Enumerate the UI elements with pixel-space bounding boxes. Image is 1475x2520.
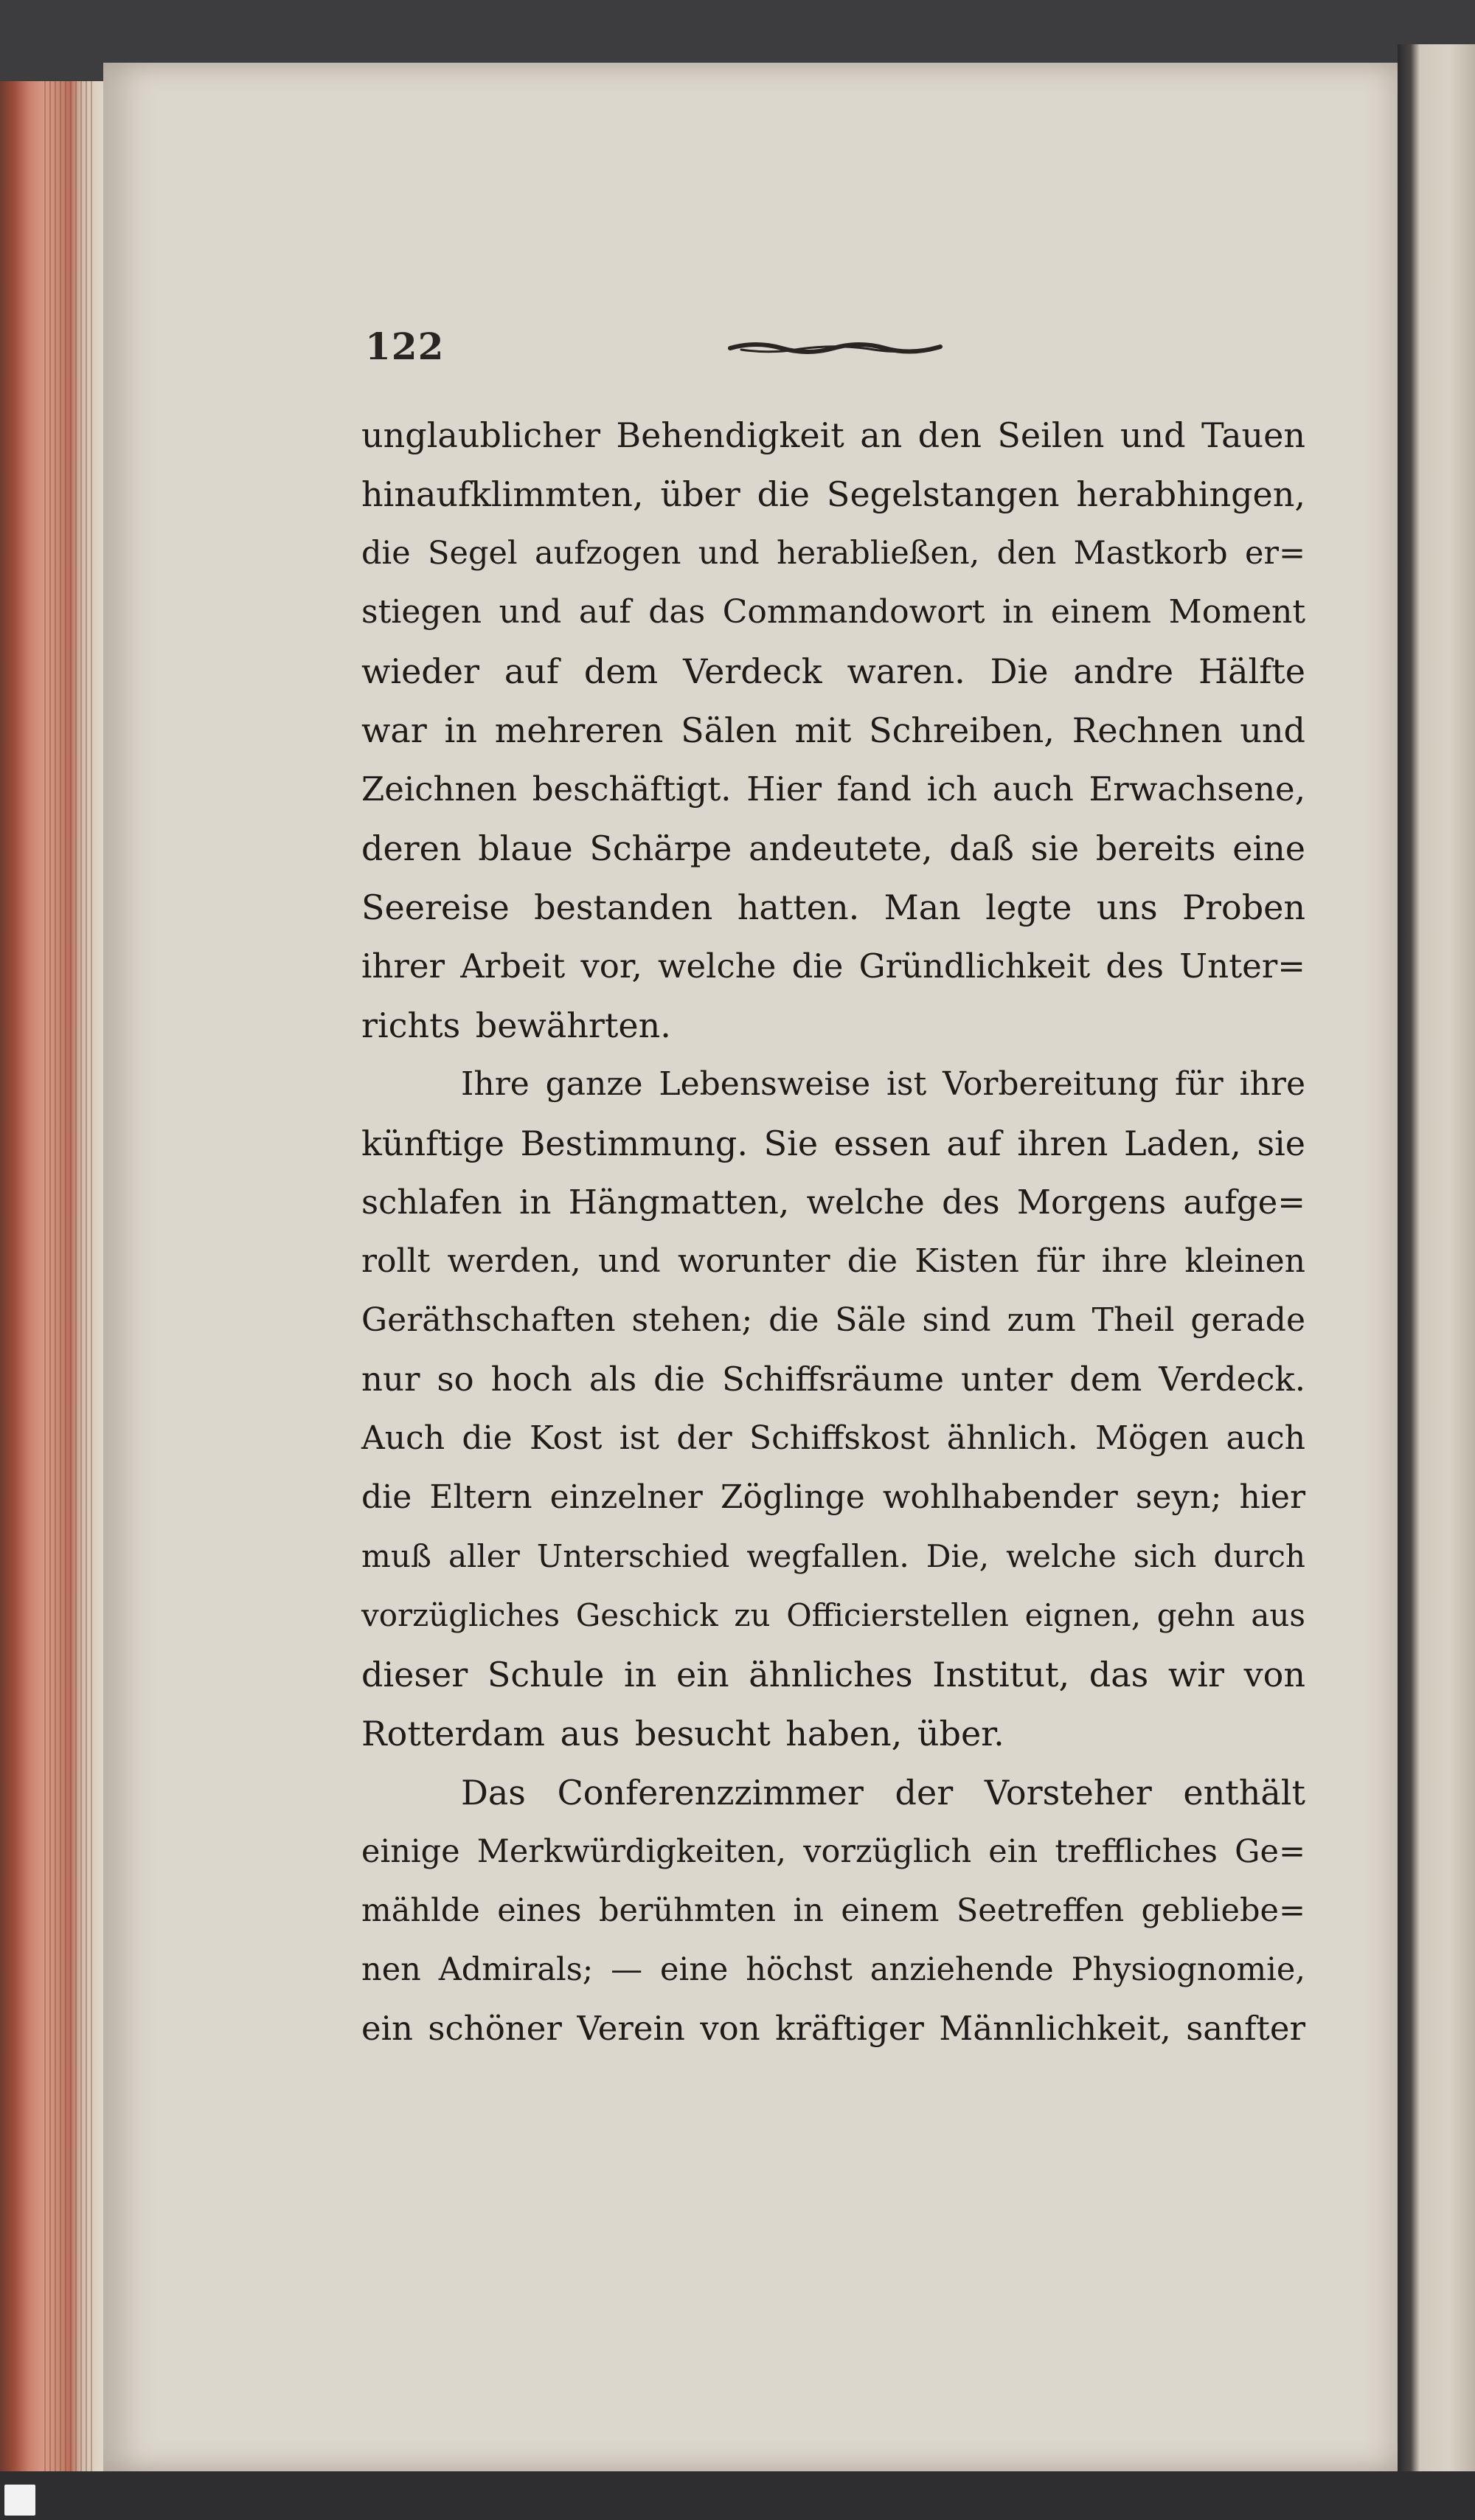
- text-line: Seereise bestanden hatten. Man legte uns Proben: [361, 887, 1305, 927]
- text-line: Das Conferenzzimmer der Vorsteher enthält: [461, 1773, 1305, 1813]
- text-line: künftige Bestimmung. Sie essen auf ihren Laden, sie: [361, 1124, 1305, 1163]
- text-line: richts bewährten.: [361, 1005, 671, 1045]
- text-line: unglaublicher Behendigkeit an den Seilen und Tauen: [361, 415, 1305, 455]
- text-line: nen Admirals; — eine höchst anziehende Physiognomie,: [361, 1951, 1305, 1988]
- body-text: [361, 406, 1305, 2058]
- text-line: Auch die Kost ist der Schiffskost ähnlich. Mögen auch: [361, 1419, 1305, 1457]
- text-line: war in mehreren Sälen mit Schreiben, Rechnen und: [361, 710, 1305, 750]
- text-line: Rotterdam aus besucht haben, über.: [361, 1714, 1004, 1754]
- text-line: schlafen in Hängmatten, welche des Morgens aufge=: [361, 1183, 1305, 1222]
- scan-background-bottom: [0, 2471, 1475, 2520]
- text-line: vorzügliches Geschick zu Officierstellen eignen, gehn aus: [361, 1597, 1305, 1633]
- text-line: ihrer Arbeit vor, welche die Gründlichkeit des Unter=: [361, 946, 1305, 986]
- text-line: rollt werden, und worunter die Kisten für ihre kleinen: [361, 1242, 1305, 1280]
- text-line: die Eltern einzelner Zöglinge wohlhabender seyn; hier: [361, 1478, 1305, 1516]
- text-line: deren blaue Schärpe andeutete, daß sie bereits eine: [361, 828, 1305, 868]
- text-line: nur so hoch als die Schiffsräume unter dem Verdeck.: [361, 1360, 1305, 1399]
- text-line: Geräthschaften stehen; die Säle sind zum Theil gerade: [361, 1301, 1305, 1339]
- text-line: Ihre ganze Lebensweise ist Vorbereitung für ihre: [461, 1065, 1305, 1103]
- text-line: mählde eines berühmten in einem Seetreffen gebliebe=: [361, 1892, 1305, 1929]
- library-logo-icon: [4, 2485, 35, 2516]
- text-line: die Segel aufzogen und herabließen, den Mastkorb er=: [361, 535, 1305, 572]
- text-line: Zeichnen beschäftigt. Hier fand ich auch Erwachsene,: [361, 769, 1305, 809]
- text-line: muß aller Unterschied wegfallen. Die, welche sich durch: [361, 1538, 1305, 1574]
- page-stack-lines: [44, 81, 96, 2479]
- text-line: stiegen und auf das Commandowort in einem Moment: [361, 593, 1305, 631]
- facing-page-edge: [1398, 44, 1475, 2479]
- text-line: ein schöner Verein von kräftiger Männlichkeit, sanfter: [361, 2009, 1305, 2048]
- text-line: wieder auf dem Verdeck waren. Die andre Hälfte: [361, 651, 1305, 691]
- text-line: dieser Schule in ein ähnliches Institut, das wir von: [361, 1655, 1305, 1695]
- page-header: [365, 325, 1313, 369]
- page-number: 122: [365, 325, 445, 368]
- ornament-divider-icon: [726, 336, 948, 359]
- text-line: hinaufklimmten, über die Segelstangen herabhingen,: [361, 474, 1305, 514]
- text-line: einige Merkwürdigkeiten, vorzüglich ein treffliches Ge=: [361, 1833, 1305, 1870]
